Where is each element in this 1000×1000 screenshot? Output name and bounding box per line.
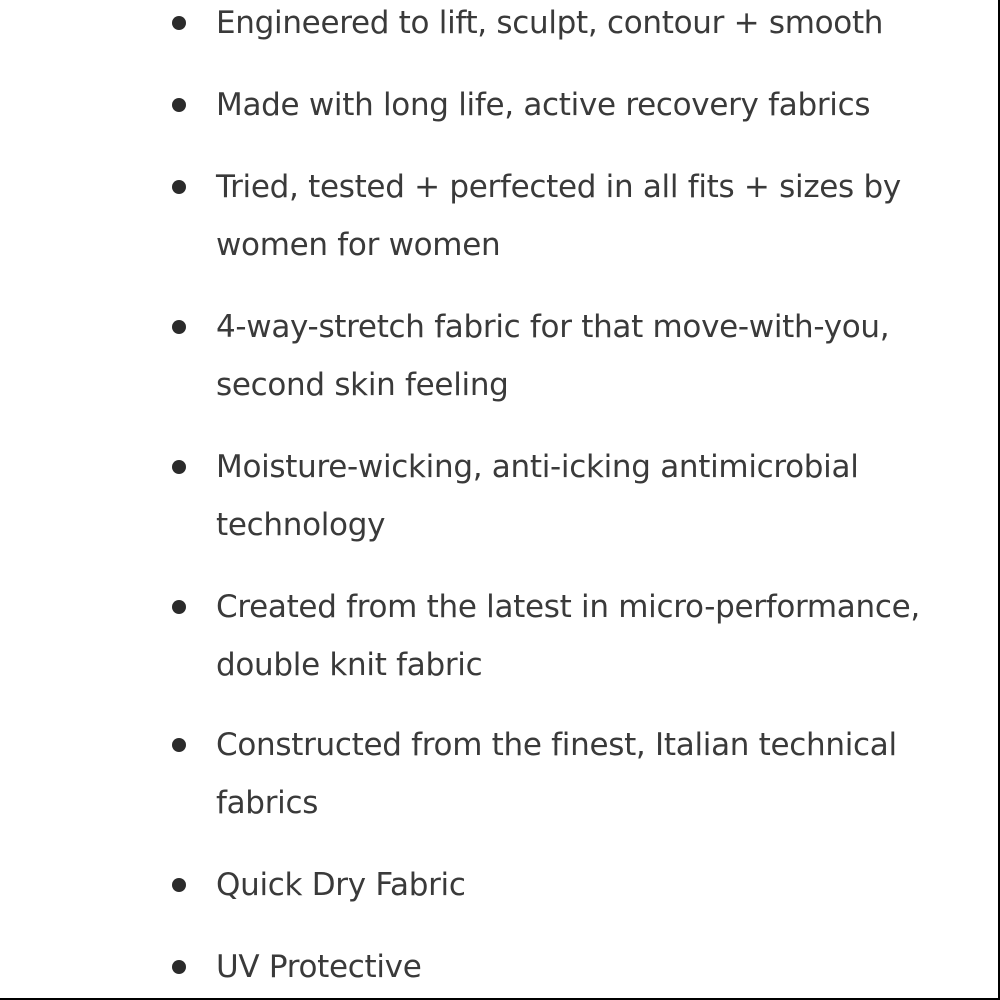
bullet-dot-icon: [172, 180, 186, 194]
feature-text-line: Constructed from the finest, Italian technical: [216, 727, 897, 763]
feature-text-line: women for women: [216, 227, 501, 263]
bullet-dot-icon: [172, 960, 186, 974]
feature-item: [216, 0, 956, 52]
feature-text-line: Made with long life, active recovery fabrics: [216, 87, 871, 123]
feature-text-line: Tried, tested + perfected in all fits + sizes by: [216, 169, 901, 205]
feature-text-line: double knit fabric: [216, 647, 483, 683]
bullet-dot-icon: [172, 460, 186, 474]
feature-text-line: technology: [216, 507, 386, 543]
feature-item: [216, 298, 956, 414]
feature-text-line: 4-way-stretch fabric for that move-with-you,: [216, 309, 890, 345]
feature-item: [216, 578, 956, 694]
feature-text-line: Created from the latest in micro-performance,: [216, 589, 920, 625]
feature-item: [216, 938, 956, 996]
feature-text-line: UV Protective: [216, 949, 422, 985]
bullet-dot-icon: [172, 738, 186, 752]
feature-text-line: Quick Dry Fabric: [216, 867, 466, 903]
bullet-dot-icon: [172, 878, 186, 892]
feature-text-line: second skin feeling: [216, 367, 509, 403]
feature-item: [216, 716, 956, 832]
bullet-dot-icon: [172, 16, 186, 30]
feature-text-line: fabrics: [216, 785, 319, 821]
bullet-dot-icon: [172, 98, 186, 112]
feature-text-line: Engineered to lift, sculpt, contour + smooth: [216, 5, 884, 41]
feature-item: [216, 438, 956, 554]
bullet-dot-icon: [172, 600, 186, 614]
bullet-dot-icon: [172, 320, 186, 334]
feature-item: [216, 856, 956, 914]
feature-item: [216, 158, 956, 274]
feature-text-line: Moisture-wicking, anti-icking antimicrobial: [216, 449, 859, 485]
feature-item: [216, 76, 956, 134]
